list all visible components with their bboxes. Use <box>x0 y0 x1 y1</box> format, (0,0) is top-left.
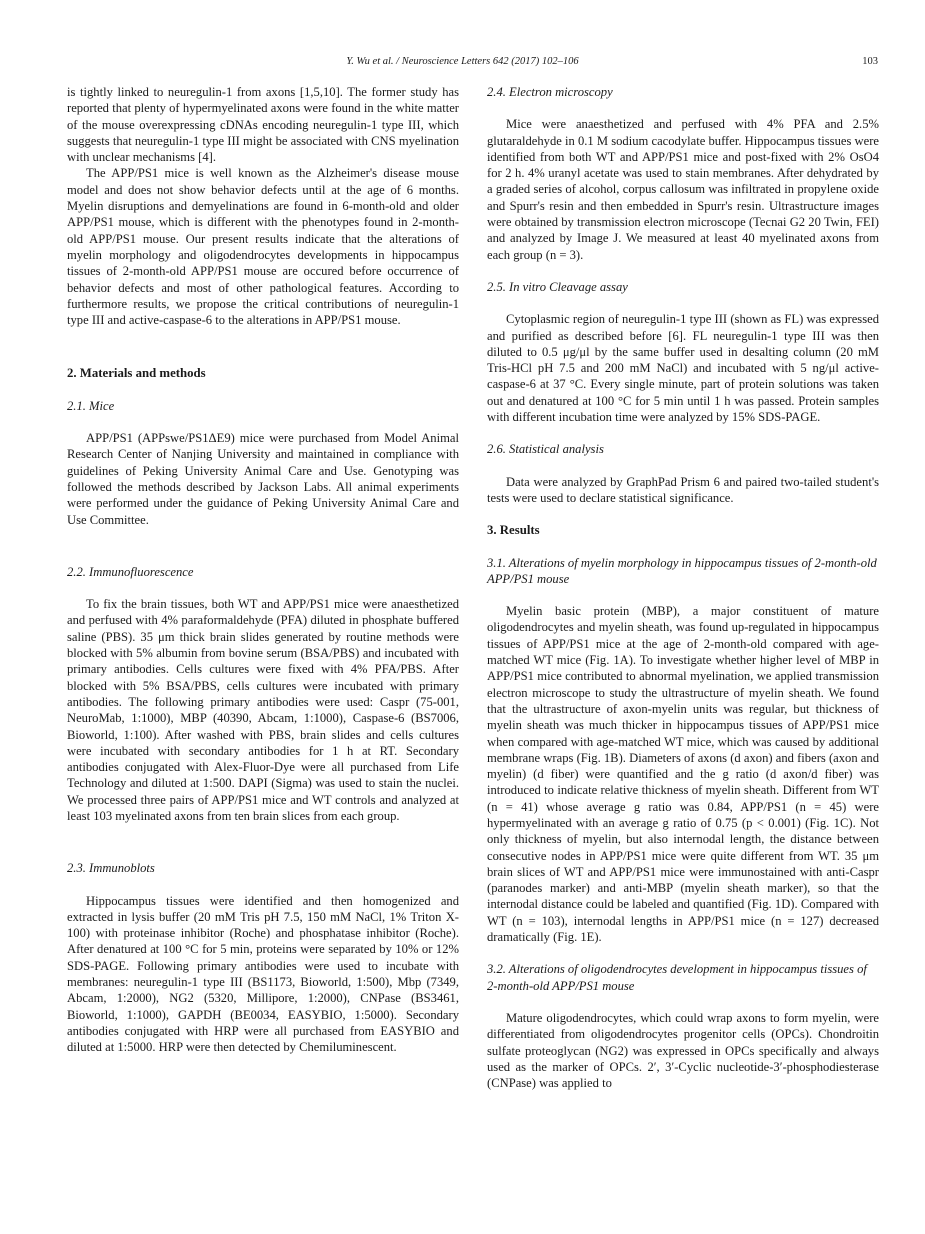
subsection-heading-oligodendrocytes: 3.2. Alterations of oligodendrocytes development in hippocampus tissues of 2-month-old APP/PS1 mouse <box>487 962 867 993</box>
paragraph-intro-2: The APP/PS1 mice is well known as the Alzheimer's disease mouse model and does not show behavior defects until at the age of 6 months. Myelin disruptions and demyelinations are found in 6-month-old and older APP/PS1 mouse, which is different with the phenotypes found in 2-month-old APP/PS1 mouse. Our present results indicate that the alterations of myelin morphology and oligodendrocytes developments in hippocampus tissues of 2-month-old APP/PS1 mouse are occured before occurrence of behavior defects and most of other pathological features. According to furthermore results, we propose the critical contributions of neuregulin-1 type III and active-caspase-6 to the alterations in APP/PS1 mouse. <box>67 166 459 328</box>
journal-citation: Y. Wu et al. / Neuroscience Letters 642 (2017) 102–106 <box>346 56 579 67</box>
subsection-heading-cleavage-assay: 2.5. In vitro Cleavage assay <box>487 279 628 294</box>
subsection-heading-statistics: 2.6. Statistical analysis <box>487 442 604 457</box>
page-number: 103 <box>862 56 878 67</box>
subsection-heading-mice: 2.1. Mice <box>67 398 115 413</box>
section-heading-methods: 2. Materials and methods <box>67 366 206 381</box>
subsection-heading-immunoblots: 2.3. Immunoblots <box>67 861 155 876</box>
paragraph-oligodendrocytes: Mature oligodendrocytes, which could wrap axons to form myelin, were differentiated from oligodendrocytes progenitor cells (OPCs). Chondroitin sulfate proteoglycan (NG2) was expressed in OPCs specifically and always used as the marker of OPCs. 2′, 3′-Cyclic nucleotide-3′-phosphodiesterase (CNPase) was applied to <box>487 1010 879 1091</box>
paragraph-electron-microscopy: Mice were anaesthetized and perfused with 4% PFA and 2.5% glutaraldehyde in 0.1 M sodium cacodylate buffer. Hippocampus tissues were identified from both WT and APP/PS1 mice and post-fixed with 2% OsO4 for 2 h. 4% uranyl acetate was used to stain membranes. After dehydrated by a graded series of alcohol, corpus callosum was infiltrated in propylene oxide and Spurr's resin and then embedded in Spurr's resin. Ultrastructure images were obtained by transmission electron microscope (Tecnai G2 20 Twin, FEI) and analyzed by Image J. We measured at least 40 myelinated axons from each group (n = 3). <box>487 117 879 262</box>
paragraph-mice: APP/PS1 (APPswe/PS1ΔE9) mice were purchased from Model Animal Research Center of Nanjing University and maintained in compliance with guidelines of Peking University Animal Care and Use. Genotyping was followed the methods described by Jackson Labs. All animal experiments were performed under the guidance of Peking University Animal Care and Use Committee. <box>67 431 459 527</box>
paragraph-intro-1: is tightly linked to neuregulin-1 from axons [1,5,10]. The former study has reported that plenty of hypermyelinated axons were found in the white matter of the mouse overexpressing cDNAs encoding neuregulin-1 type III, which suggests that neuregulin-1 type III might be associated with CNS myelination with unclear mechanisms [4]. <box>67 85 459 165</box>
section-heading-results: 3. Results <box>487 523 540 538</box>
paragraph-immunofluorescence: To fix the brain tissues, both WT and APP/PS1 mice were anaesthetized and perfused with 4% paraformaldehyde (PFA) diluted in phosphate buffered saline (PBS). 35 μm thick brain slides generated by routine methods were blocked with 5% albumin from bovine serum (BSA/PBS) and incubated with primary antibodies. Cells cultures were fixed with 4% PFA/PBS. After blocked with 5% BSA/PBS, cells cultures were incubated with primary antibodies. The following primary antibodies were used: Caspr (75-001, NeuroMab, 1:1000), MBP (40390, Abcam, 1:1000), Caspase-6 (BS7006, Bioworld, 1:100). After washed with PBS, brain slides and cells cultures were incubated with secondary antibodies for 1 h at RT. Secondary antibodies conjugated with Alex-Fluor-Dye were all purchased from Life Technology and diluted at 1:500. DAPI (Sigma) was used to stain the nuclei. We processed three pairs of APP/PS1 mice and WT controls and analyzed at least 103 myelinated axons from ten brain slices from each group. <box>67 597 459 823</box>
subsection-heading-electron-microscopy: 2.4. Electron microscopy <box>487 85 613 99</box>
paragraph-statistics: Data were analyzed by GraphPad Prism 6 and paired two-tailed student's tests were used to declare statistical significance. <box>487 474 879 505</box>
paragraph-cleavage-assay: Cytoplasmic region of neuregulin-1 type III (shown as FL) was expressed and purified as described before [6]. FL neuregulin-1 type III was then diluted to 0.5 μg/μl by the same buffer used in desalting column (20 mM Tris-HCl pH 7.5 and 200 mM NaCl) and incubated with 5 ng/μl active-caspase-6 at 37 °C. Every single minute, part of protein solutions was taken out and denatured at 100 °C for 5 min until 1 h was passed. Protein samples with different incubation time were analyzed by 15% SDS-PAGE. <box>487 312 879 425</box>
subsection-heading-myelin-morphology: 3.1. Alterations of myelin morphology in hippocampus tissues of 2-month-old APP/PS1 mouse <box>487 555 877 586</box>
left-column <box>67 84 459 1056</box>
paragraph-immunoblots: Hippocampus tissues were identified and then homogenized and extracted in lysis buffer (20 mM Tris pH 7.5, 150 mM NaCl, 1% Triton X-100) with proteinase inhibitor (Roche) and phosphatase inhibitor (Roche). After denatured at 100 °C for 5 min, proteins were separated by 10% or 12% SDS-PAGE. Following primary antibodies were used to incubate with membranes: neuregulin-1 type III (BS1173, Bioworld, 1:500), Mbp (7349, Abcam, 1:2000), NG2 (5320, Millipore, 1:2000), CNPase (BS3461, Bioworld, 1:1000), GAPDH (BE0034, EASYBIO, 1:5000). Secondary antibodies conjugated with HRP were all purchased from EASYBIO and diluted at 1:5000. HRP were then detected by Chemiluminescent. <box>67 893 459 1055</box>
right-column <box>487 84 879 1091</box>
paragraph-myelin-morphology: Myelin basic protein (MBP), a major constituent of mature oligodendrocytes and myelin sheath, was found up-regulated in hippocampus tissues of APP/PS1 mice at the age of 2-month-old compared with age-matched WT mice (Fig. 1A). To investigate whether higher level of MBP in APP/PS1 mice contributed to abnormal myelination, we applied transmission electron microscope to study the ultrastructure of myelin sheath. We found that the ultrastructure of axon-myelin units was regular, but thickness of myelin sheath was much thicker in hippocampus tissues of APP/PS1 mice when compared with age-matched WT mice, which was caused by additional membrane wraps (Fig. 1B). Diameters of axons (d axon) and fibers (axon and myelin) (d fiber) were quantified and the g ratio (d axon/d fiber) was introduced to indicate relative thickness of myelin sheath. Different from WT (n = 41) whose average g ratio was 0.84, APP/PS1 (n = 45) were hypermyelinated with an average g ratio of 0.75 (p < 0.001) (Fig. 1C). Not only thickness of myelin, but also internodal length, the distance between consecutive nodes in APP/PS1 mice were quite different from WT. 35 μm brain slices of WT and APP/PS1 mice were immunostained with anti-Caspr (paranodes marker) and anti-MBP (myelin sheath marker), so that the internodal distance could be labeled and quantified (Fig. 1D). Compared with WT (n = 103), internodal lengths in APP/PS1 mice (n = 127) decreased dramatically (Fig. 1E). <box>487 604 879 945</box>
subsection-heading-immunofluorescence: 2.2. Immunofluorescence <box>67 564 194 579</box>
